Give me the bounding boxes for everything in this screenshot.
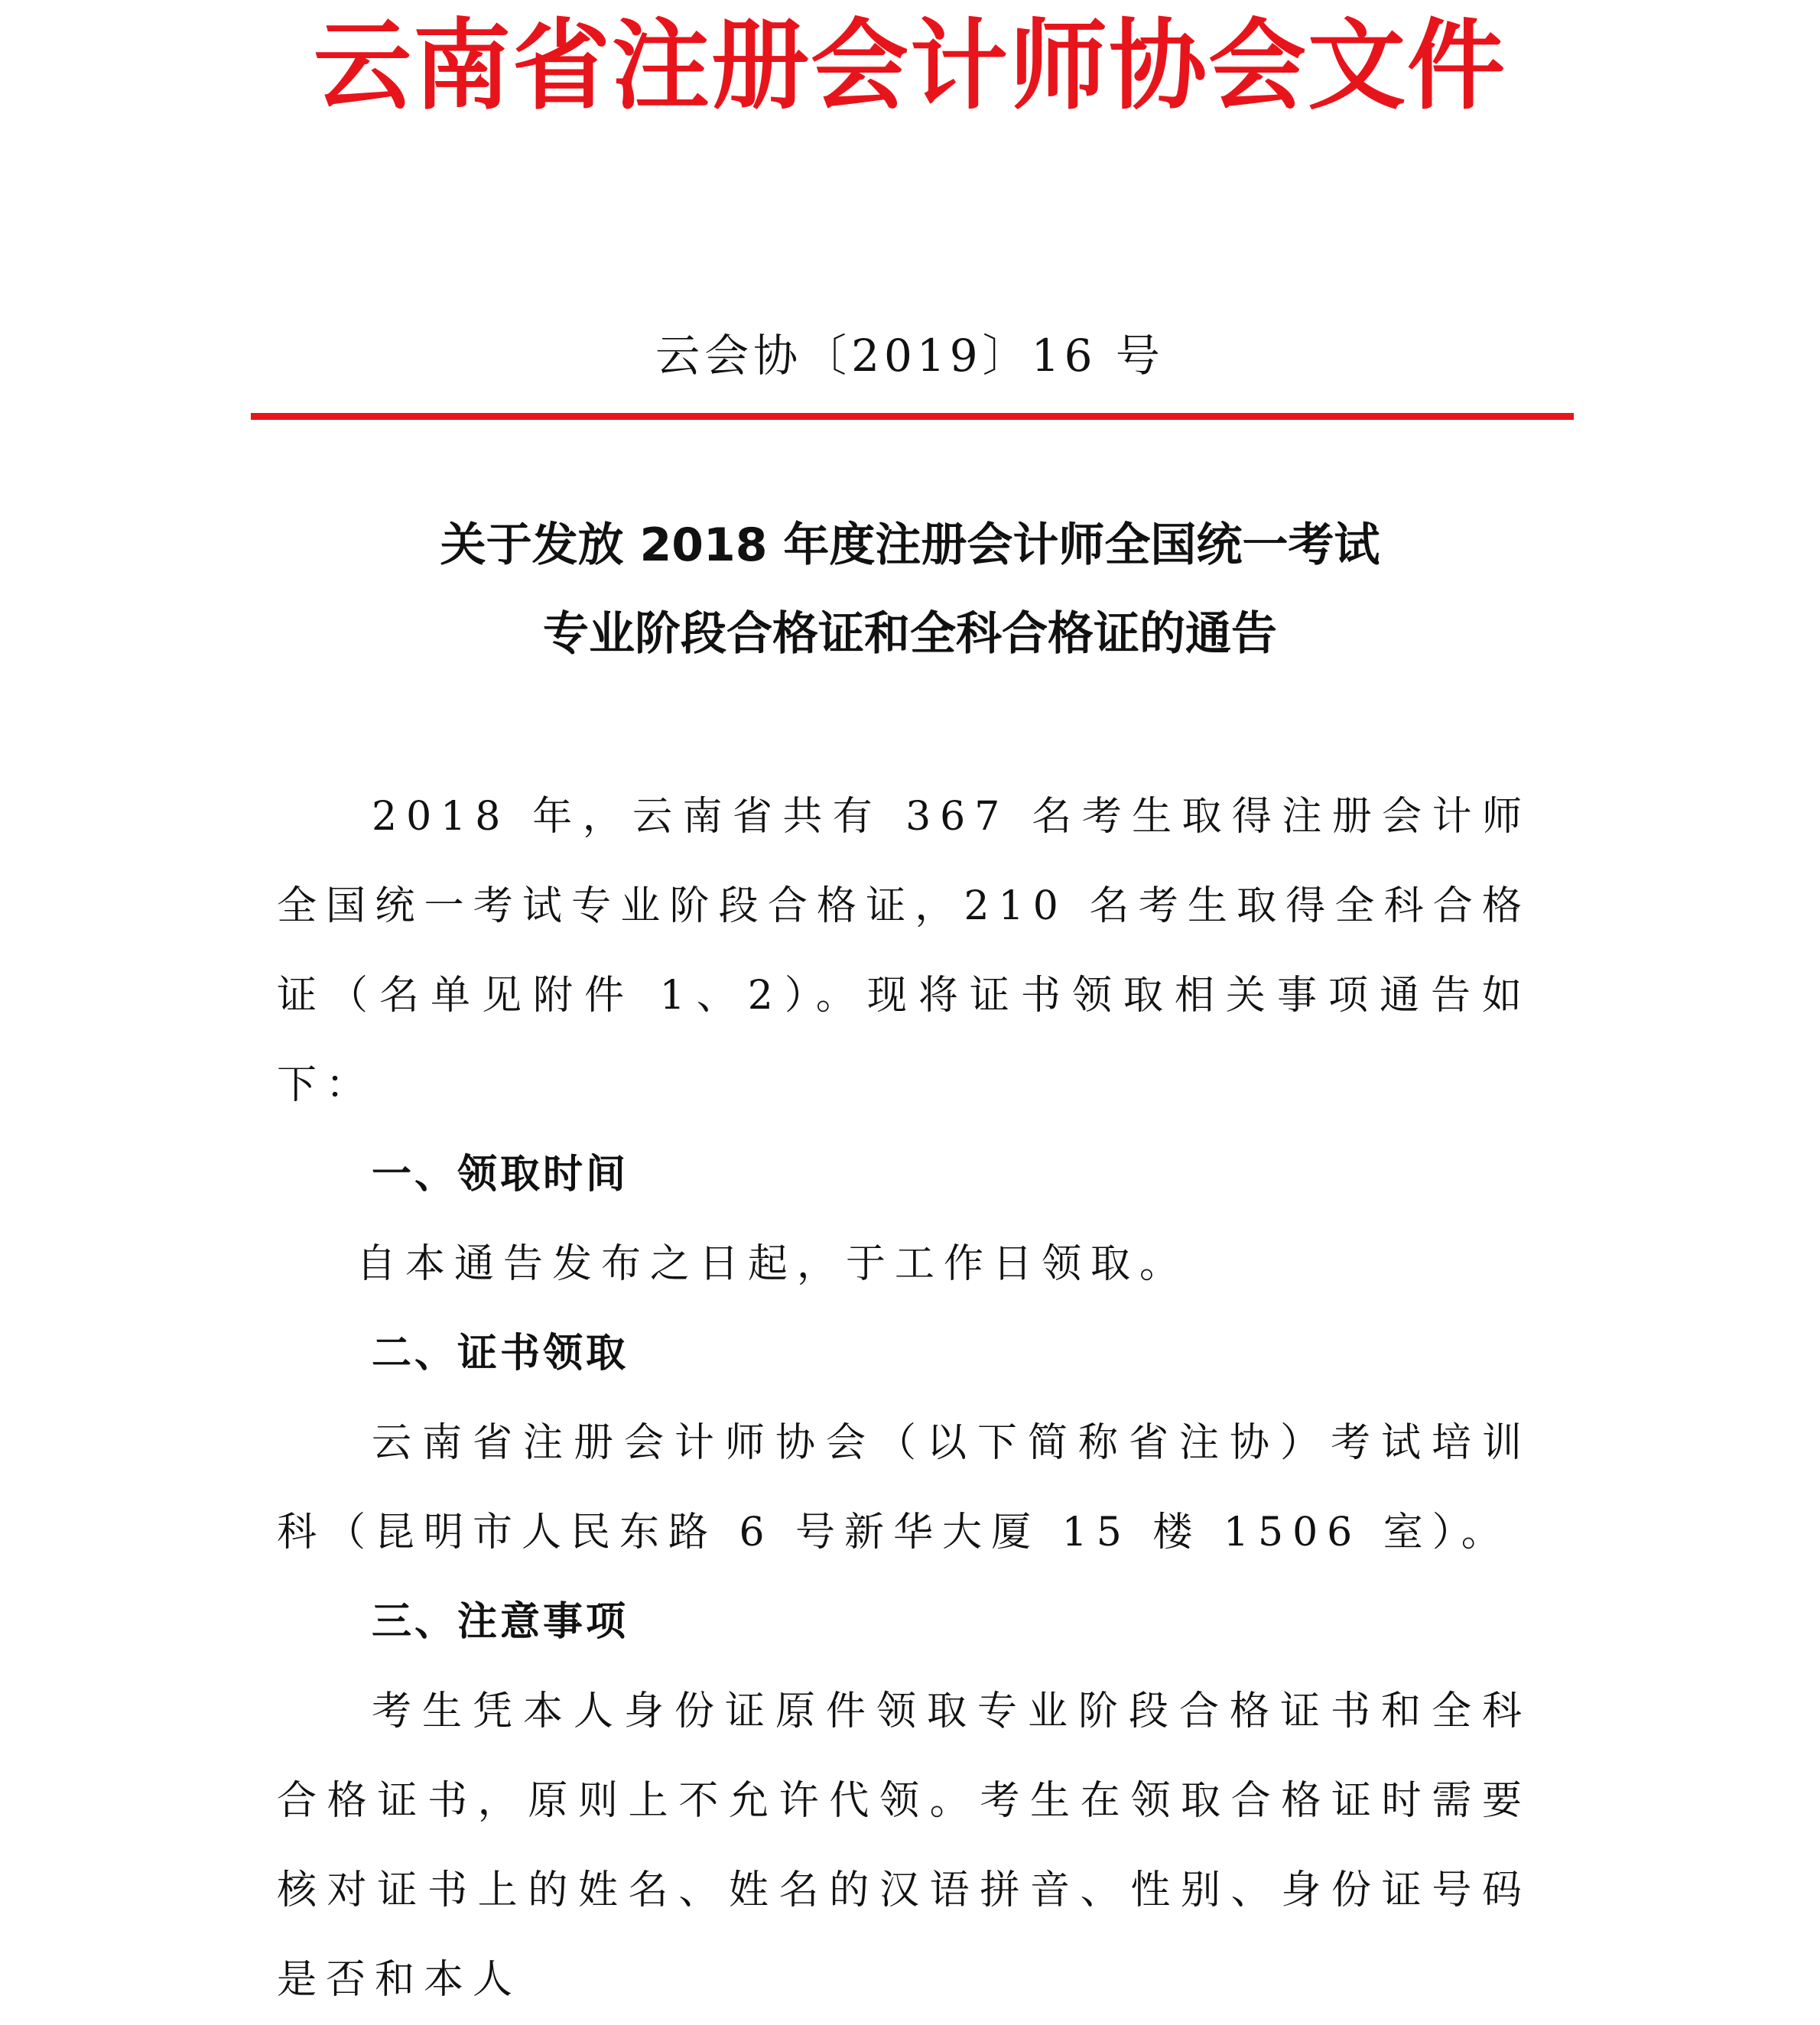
intro-paragraph: 2018 年，云南省共有 367 名考生取得注册会计师全国统一考试专业阶段合格证，210 名考生取得全科合格证（名单见附件 1、2）。现将证书领取相关事项通告如下：: [277, 794, 1531, 1108]
document-title-line-2: 专业阶段合格证和全科合格证的通告: [543, 607, 1277, 661]
document-number: 云会协〔2019〕16 号: [655, 330, 1165, 382]
red-divider-line: [251, 413, 1574, 420]
org-header-title: 云南省注册会计师协会文件: [313, 9, 1506, 123]
document-title-line-1: 关于发放 2018 年度注册会计师全国统一考试: [440, 518, 1380, 572]
document-body: [277, 772, 1531, 2025]
document-title: [252, 501, 1568, 678]
section-heading-notes: 三、注意事项: [372, 1599, 629, 1645]
section-text-notes: 考生凭本人身份证原件领取专业阶段合格证书和全科合格证书，原则上不允许代领。考生在领取合格证时需要核对证书上的姓名、姓名的汉语拼音、性别、身份证号码是否和本人: [277, 1689, 1531, 2003]
section-heading-collection-time: 一、领取时间: [372, 1152, 629, 1198]
section-heading-certificate-collection: 二、证书领取: [372, 1331, 629, 1377]
section-text-certificate-collection: 云南省注册会计师协会（以下简称省注协）考试培训科（昆明市人民东路 6 号新华大厦 15 楼 1506 室）。: [277, 1420, 1531, 1555]
section-text-collection-time: 自本通告发布之日起，于工作日领取。: [356, 1241, 1189, 1287]
